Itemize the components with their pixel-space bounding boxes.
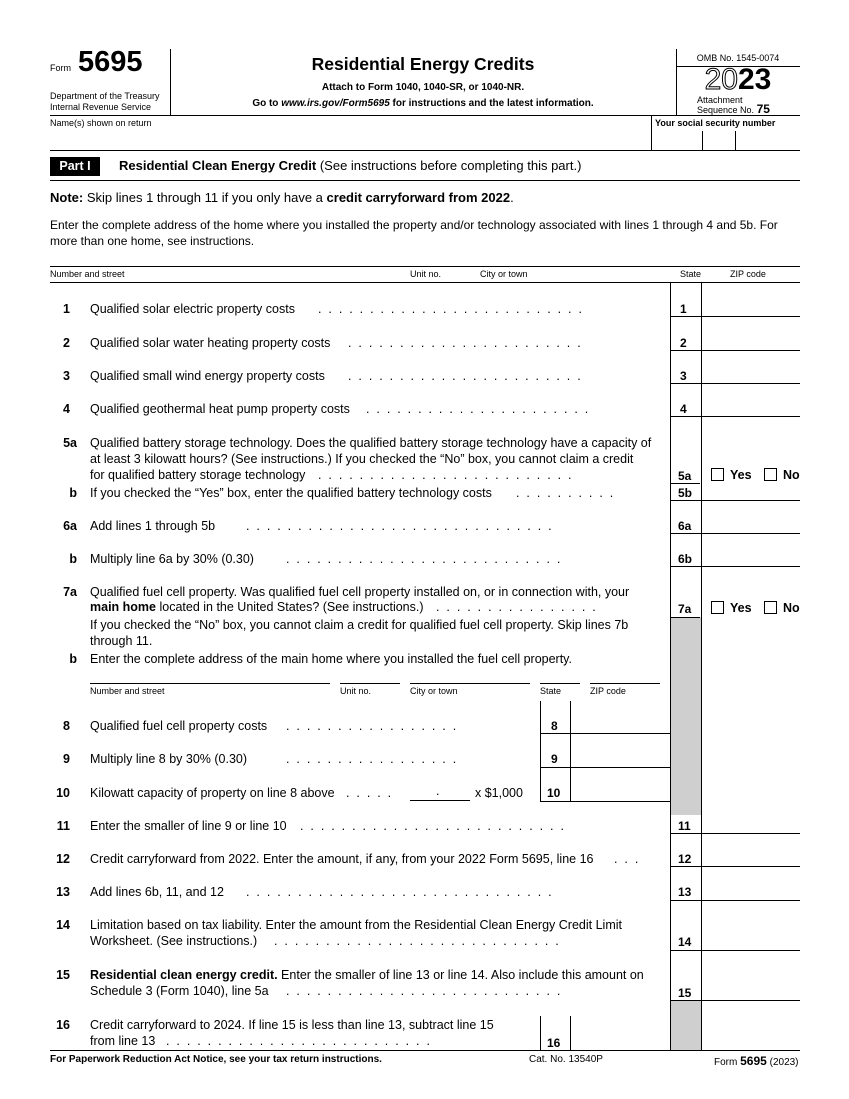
fc-state-input[interactable]	[540, 667, 580, 684]
line13-amount[interactable]	[703, 868, 799, 899]
line7a-number: 7a	[63, 585, 77, 599]
row-rule-2	[670, 350, 800, 351]
line5a-no[interactable]	[764, 468, 800, 482]
fc-zip-label: ZIP code	[590, 686, 626, 696]
tax-year-prefix: 20	[704, 63, 738, 96]
line15-text2: Schedule 3 (Form 1040), line 5a	[90, 984, 269, 998]
line4-amount[interactable]	[703, 385, 799, 415]
line16-amount[interactable]	[572, 1018, 668, 1049]
line1-leader: . . . . . . . . . . . . . . . . . . . . . . . . . .	[318, 302, 582, 316]
inner-col-line-amount	[570, 701, 571, 801]
line4-leader: . . . . . . . . . . . . . . . . . . . . . .	[366, 402, 589, 416]
line8-leader: . . . . . . . . . . . . . . . . .	[286, 719, 457, 733]
footer-form-number: 5695	[740, 1054, 767, 1068]
unit-input[interactable]	[410, 250, 470, 267]
inner-col-line-box	[540, 701, 541, 801]
line7a-text2-rest: located in the United States? (See instructions.)	[156, 600, 424, 614]
line16-box: 16	[547, 1036, 561, 1050]
line7a-box: 7a	[678, 602, 692, 616]
line13-box: 13	[678, 885, 692, 899]
line3-number: 3	[63, 369, 70, 383]
line14-box: 14	[678, 935, 692, 949]
note-end: .	[510, 190, 514, 205]
line5a-text2: at least 3 kilowatt hours? (See instructions.) If you checked the “No” box, you cannot claim a credit	[90, 452, 634, 466]
line7a-yes[interactable]	[711, 601, 752, 615]
line15-text1-rest: Enter the smaller of line 13 or line 14. Also include this amount on	[277, 968, 644, 982]
line1-amount[interactable]	[703, 284, 799, 315]
ssn-label: Your social security number	[655, 118, 776, 128]
line7b-text: Enter the complete address of the main home where you installed the fuel cell property.	[90, 652, 572, 666]
col-line-amount	[701, 282, 702, 1050]
line2-text: Qualified solar water heating property costs	[90, 336, 331, 350]
line10-multiplier: x $1,000	[475, 786, 523, 800]
part1-title	[119, 158, 581, 173]
part1-rule	[50, 180, 800, 181]
line14-text2: Worksheet. (See instructions.)	[90, 934, 258, 948]
line15-amount[interactable]	[703, 952, 799, 999]
row-rule-6b	[670, 566, 800, 567]
street-input[interactable]	[50, 250, 400, 267]
state-label: State	[680, 269, 702, 279]
note-label: Note:	[50, 190, 84, 205]
line7a-text2	[90, 599, 424, 615]
line6a-text: Add lines 1 through 5b	[90, 519, 216, 533]
kilowatt-input[interactable]	[410, 784, 470, 801]
fc-street-input[interactable]	[90, 667, 330, 684]
line1-label: Qualified solar electric property costs	[90, 302, 295, 316]
names-label: Name(s) shown on return	[50, 118, 152, 128]
goto-prefix: Go to	[252, 98, 282, 109]
inner-rule-10	[540, 801, 670, 802]
line9-number: 9	[63, 752, 70, 766]
line15-title: Residential clean energy credit.	[90, 968, 278, 982]
part1-title-text: Residential Clean Energy Credit	[119, 158, 317, 173]
fc-unit-input[interactable]	[340, 667, 400, 684]
line7a-no-checkbox[interactable]	[764, 601, 777, 614]
unit-label: Unit no.	[410, 269, 442, 279]
line7a-text1: Qualified fuel cell property. Was qualified fuel cell property installed on, or in connection with, your	[90, 585, 630, 599]
goto-instruction	[170, 98, 676, 109]
line10-leader: . . . . .	[346, 786, 392, 800]
line4-number: 4	[63, 402, 70, 416]
address-bottom-rule	[50, 282, 800, 283]
part1-tag: Part I	[50, 157, 100, 176]
address-rule	[50, 266, 800, 267]
line14-leader: . . . . . . . . . . . . . . . . . . . . . . . . . . . .	[274, 934, 559, 948]
line8-amount[interactable]	[572, 703, 668, 732]
city-input[interactable]	[480, 250, 670, 267]
line6a-box: 6a	[678, 519, 692, 533]
sequence-text: Sequence No.	[697, 105, 755, 115]
line3-box: 3	[680, 369, 687, 383]
line6a-leader: . . . . . . . . . . . . . . . . . . . . . . . . . . . . . .	[246, 519, 552, 533]
street-label: Number and street	[50, 269, 125, 279]
enter-address-instruction: Enter the complete address of the home where you installed the property and/or technology associated with lines 1 through 4 and 5b. For more than one home, see instructions.	[50, 218, 778, 248]
line4-box: 4	[680, 402, 687, 416]
line2-box: 2	[680, 336, 687, 350]
line4-text: Qualified geothermal heat pump property costs	[90, 402, 350, 416]
line6b-number: b	[69, 552, 77, 566]
dept-treasury: Department of the Treasury	[50, 91, 160, 101]
line7a-no[interactable]	[764, 601, 800, 615]
line15-leader: . . . . . . . . . . . . . . . . . . . . . . . . . . .	[286, 984, 561, 998]
note-text: Skip lines 1 through 11 if you only have a	[83, 190, 327, 205]
row-rule-3	[670, 383, 800, 384]
line1-box: 1	[680, 302, 687, 316]
line11-amount[interactable]	[703, 802, 799, 832]
row-rule-12	[670, 866, 800, 867]
catalog-number: Cat. No. 13540P	[529, 1054, 603, 1065]
fc-state-label: State	[540, 686, 562, 696]
paperwork-notice: For Paperwork Reduction Act Notice, see your tax return instructions.	[50, 1054, 382, 1065]
form-word: Form	[50, 63, 71, 73]
line16-col-box	[540, 1016, 541, 1050]
line11-box: 11	[678, 819, 691, 833]
attachment-label: Attachment	[697, 95, 743, 105]
line6b-text: Multiply line 6a by 30% (0.30)	[90, 552, 254, 566]
line14-text1: Limitation based on tax liability. Enter the amount from the Residential Clean Energy Credit Limit	[90, 918, 622, 932]
line13-text: Add lines 6b, 11, and 12	[90, 885, 224, 899]
line1-text	[90, 301, 295, 317]
zip-input[interactable]	[730, 250, 800, 267]
line5a-number: 5a	[63, 436, 77, 450]
line3-leader: . . . . . . . . . . . . . . . . . . . . . . .	[348, 369, 581, 383]
line2-amount[interactable]	[703, 318, 799, 349]
line8-box: 8	[551, 719, 558, 733]
sequence-number: 75	[756, 102, 770, 116]
line8-text: Qualified fuel cell property costs	[90, 719, 268, 733]
form-title: Residential Energy Credits	[311, 54, 535, 74]
line2-leader: . . . . . . . . . . . . . . . . . . . . . . .	[348, 336, 581, 350]
row-rule-15	[670, 1000, 800, 1001]
line13-leader: . . . . . . . . . . . . . . . . . . . . . . . . . . . . . .	[246, 885, 552, 899]
goto-url[interactable]: www.irs.gov/Form5695	[281, 98, 390, 109]
footer-year: (2023)	[769, 1057, 799, 1068]
line10-amount[interactable]	[572, 769, 668, 800]
line3-amount[interactable]	[703, 352, 799, 382]
dept-irs: Internal Revenue Service	[50, 102, 152, 112]
line3-text: Qualified small wind energy property costs	[90, 369, 325, 383]
footer-form-word: Form	[714, 1057, 738, 1068]
line7b-number: b	[69, 652, 77, 666]
line12-text: Credit carryforward from 2022. Enter the amount, if any, from your 2022 Form 5695, line 16	[90, 852, 594, 866]
line16-text2: from line 13	[90, 1034, 156, 1048]
tax-year-suffix: 23	[738, 63, 772, 96]
line5a-box: 5a	[678, 469, 692, 483]
line16-leader: . . . . . . . . . . . . . . . . . . . . . . . . . .	[166, 1034, 430, 1048]
line16-text1: Credit carryforward to 2024. If line 15 is less than line 13, subtract line 15	[90, 1018, 494, 1032]
fc-city-label: City or town	[410, 686, 458, 696]
row-rule-11	[670, 833, 800, 834]
line2-number: 2	[63, 336, 70, 350]
attach-instruction: Attach to Form 1040, 1040-SR, or 1040-NR.	[321, 82, 525, 93]
line5b-box: 5b	[678, 486, 693, 500]
inner-rule-9	[540, 767, 670, 768]
line15-box: 15	[678, 986, 692, 1000]
form-number: 5695	[78, 46, 143, 78]
line6a-number: 6a	[63, 519, 77, 533]
line15-text1	[90, 967, 644, 983]
line13-number: 13	[56, 885, 70, 899]
line5a-yes-checkbox[interactable]	[711, 468, 724, 481]
line9-text: Multiply line 8 by 30% (0.30)	[90, 752, 248, 766]
fc-zip-input[interactable]	[590, 667, 660, 684]
shaded-col-16	[671, 1000, 701, 1050]
part1-title-note: (See instructions before completing this part.)	[316, 158, 582, 173]
city-label: City or town	[480, 269, 528, 279]
row-rule-13	[670, 900, 800, 901]
line9-leader: . . . . . . . . . . . . . . . . .	[286, 752, 457, 766]
line12-leader: . . .	[614, 852, 639, 866]
line11-text: Enter the smaller of line 9 or line 10	[90, 819, 287, 833]
line5a-text3: for qualified battery storage technology	[90, 468, 306, 482]
kilowatt-decimal: .	[436, 784, 440, 798]
line14-amount[interactable]	[703, 902, 799, 949]
line12-amount[interactable]	[703, 835, 799, 865]
footer-form-id	[714, 1054, 799, 1068]
line9-amount[interactable]	[572, 736, 668, 766]
line6b-amount[interactable]	[703, 535, 799, 565]
line7a-text4: through 11.	[90, 634, 153, 648]
ssn-divider	[651, 115, 652, 150]
row-rule-4	[670, 416, 800, 417]
line1-number: 1	[63, 302, 70, 316]
line5b-amount[interactable]	[703, 485, 799, 499]
ssn-input[interactable]	[654, 131, 798, 150]
line7a-yes-label: Yes	[730, 601, 752, 615]
goto-suffix: for instructions and the latest information.	[389, 98, 594, 109]
row-rule-1	[670, 316, 800, 317]
footer-rule	[50, 1050, 800, 1051]
names-input[interactable]	[50, 128, 650, 148]
line5a-no-checkbox[interactable]	[764, 468, 777, 481]
line7a-leader: . . . . . . . . . . . . . . . .	[436, 600, 596, 614]
zip-label: ZIP code	[730, 269, 766, 279]
line15-number: 15	[56, 968, 70, 982]
row-rule-5b	[670, 500, 800, 501]
line5a-text1: Qualified battery storage technology. Does the qualified battery storage technology have a capacity of	[90, 436, 652, 450]
fc-city-input[interactable]	[410, 667, 530, 684]
row-rule-14	[670, 950, 800, 951]
line14-number: 14	[56, 918, 70, 932]
line6b-box: 6b	[678, 552, 693, 566]
omb-number: OMB No. 1545-0074	[696, 53, 780, 63]
line7a-main-home: main home	[90, 600, 156, 614]
line16-col-amount	[570, 1016, 571, 1050]
header-bottom-rule	[50, 115, 800, 116]
line12-number: 12	[56, 852, 70, 866]
line5a-yes[interactable]	[711, 468, 752, 482]
line7a-yes-checkbox[interactable]	[711, 601, 724, 614]
line11-leader: . . . . . . . . . . . . . . . . . . . . . . . . . .	[300, 819, 564, 833]
note-emphasis: credit carryforward from 2022	[326, 190, 511, 205]
inner-rule-8	[540, 733, 670, 734]
row-rule-7a	[670, 617, 700, 618]
fc-street-label: Number and street	[90, 686, 165, 696]
line5a-no-label: No	[783, 468, 800, 482]
sequence-label	[697, 104, 770, 115]
name-row-rule	[50, 150, 800, 151]
line5a-yes-label: Yes	[730, 468, 752, 482]
tax-year	[676, 63, 800, 97]
line10-text: Kilowatt capacity of property on line 8 above	[90, 786, 335, 800]
line11-number: 11	[56, 819, 70, 833]
fc-unit-label: Unit no.	[340, 686, 372, 696]
line16-number: 16	[56, 1018, 70, 1032]
line5b-number: b	[69, 486, 77, 500]
line5b-leader: . . . . . . . . . .	[516, 486, 614, 500]
line5b-text: If you checked the “Yes” box, enter the qualified battery technology costs	[90, 486, 492, 500]
row-rule-5a	[670, 483, 700, 484]
line10-number: 10	[56, 786, 70, 800]
line7a-no-label: No	[783, 601, 800, 615]
line9-box: 9	[551, 752, 558, 766]
row-rule-6a	[670, 533, 800, 534]
line8-number: 8	[63, 719, 70, 733]
line7a-text3: If you checked the “No” box, you cannot claim a credit for qualified fuel cell property. Skip lines 7b	[90, 618, 629, 632]
state-input[interactable]	[680, 250, 720, 267]
note-line	[50, 190, 514, 205]
line10-box: 10	[547, 786, 561, 800]
line5a-leader: . . . . . . . . . . . . . . . . . . . . . . . . .	[318, 468, 572, 482]
line12-box: 12	[678, 852, 692, 866]
shaded-col-7-10	[671, 617, 701, 815]
line6a-amount[interactable]	[703, 502, 799, 532]
line6b-leader: . . . . . . . . . . . . . . . . . . . . . . . . . . .	[286, 552, 561, 566]
